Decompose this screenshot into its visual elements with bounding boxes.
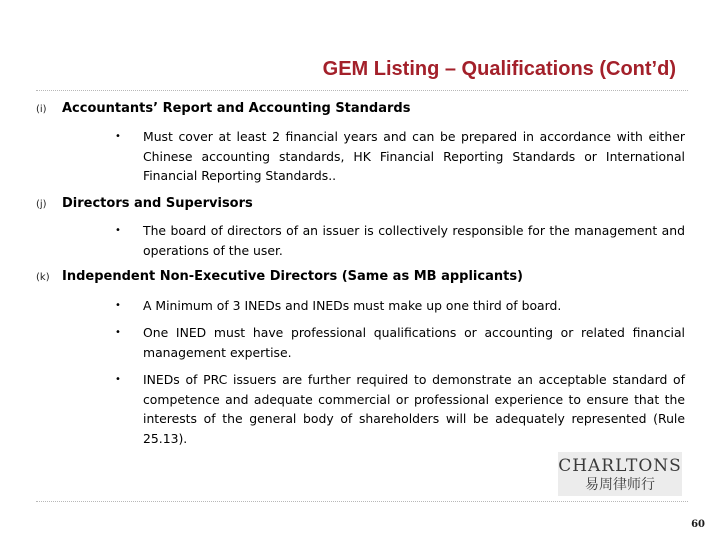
- section-heading: Directors and Supervisors: [62, 196, 253, 211]
- bullet-icon: •: [115, 225, 121, 236]
- slide-title: GEM Listing – Qualifications (Cont’d): [322, 58, 676, 80]
- bullet-text: The board of directors of an issuer is collectively responsible for the management and operations of the user.: [143, 223, 685, 258]
- charltons-logo: [558, 452, 682, 496]
- bullet-icon: •: [115, 300, 121, 311]
- bullet-icon: •: [115, 131, 121, 142]
- section-heading: Accountants’ Report and Accounting Standards: [62, 101, 411, 116]
- logo-name-cn: 易周律师行: [585, 477, 655, 493]
- bullet-icon: •: [115, 374, 121, 385]
- title-divider: [36, 90, 688, 91]
- bullet-text: A Minimum of 3 INEDs and INEDs must make up one third of board.: [143, 298, 562, 313]
- section-marker: (k): [36, 272, 50, 283]
- bullet-icon: •: [115, 327, 121, 338]
- section-heading: Independent Non-Executive Directors (Same as MB applicants): [62, 269, 523, 284]
- logo-name-en: CHARLTONS: [558, 456, 682, 476]
- page-number: 60: [691, 519, 705, 530]
- footer-divider: [36, 501, 688, 502]
- bullet-text: Must cover at least 2 financial years and can be prepared in accordance with either Chinese accounting standards, HK Financial Reporting Standards or International Financial Reporting Standards..: [143, 129, 685, 183]
- section-marker: (j): [36, 199, 47, 210]
- bullet-text: INEDs of PRC issuers are further required to demonstrate an acceptable standard of competence and adequate commercial or professional experience to ensure that the interests of the general body of shareholders will be adequately represented (Rule 25.13).: [143, 372, 685, 446]
- section-marker: (i): [36, 104, 47, 115]
- bullet-text: One INED must have professional qualifications or accounting or related financial management expertise.: [143, 325, 685, 360]
